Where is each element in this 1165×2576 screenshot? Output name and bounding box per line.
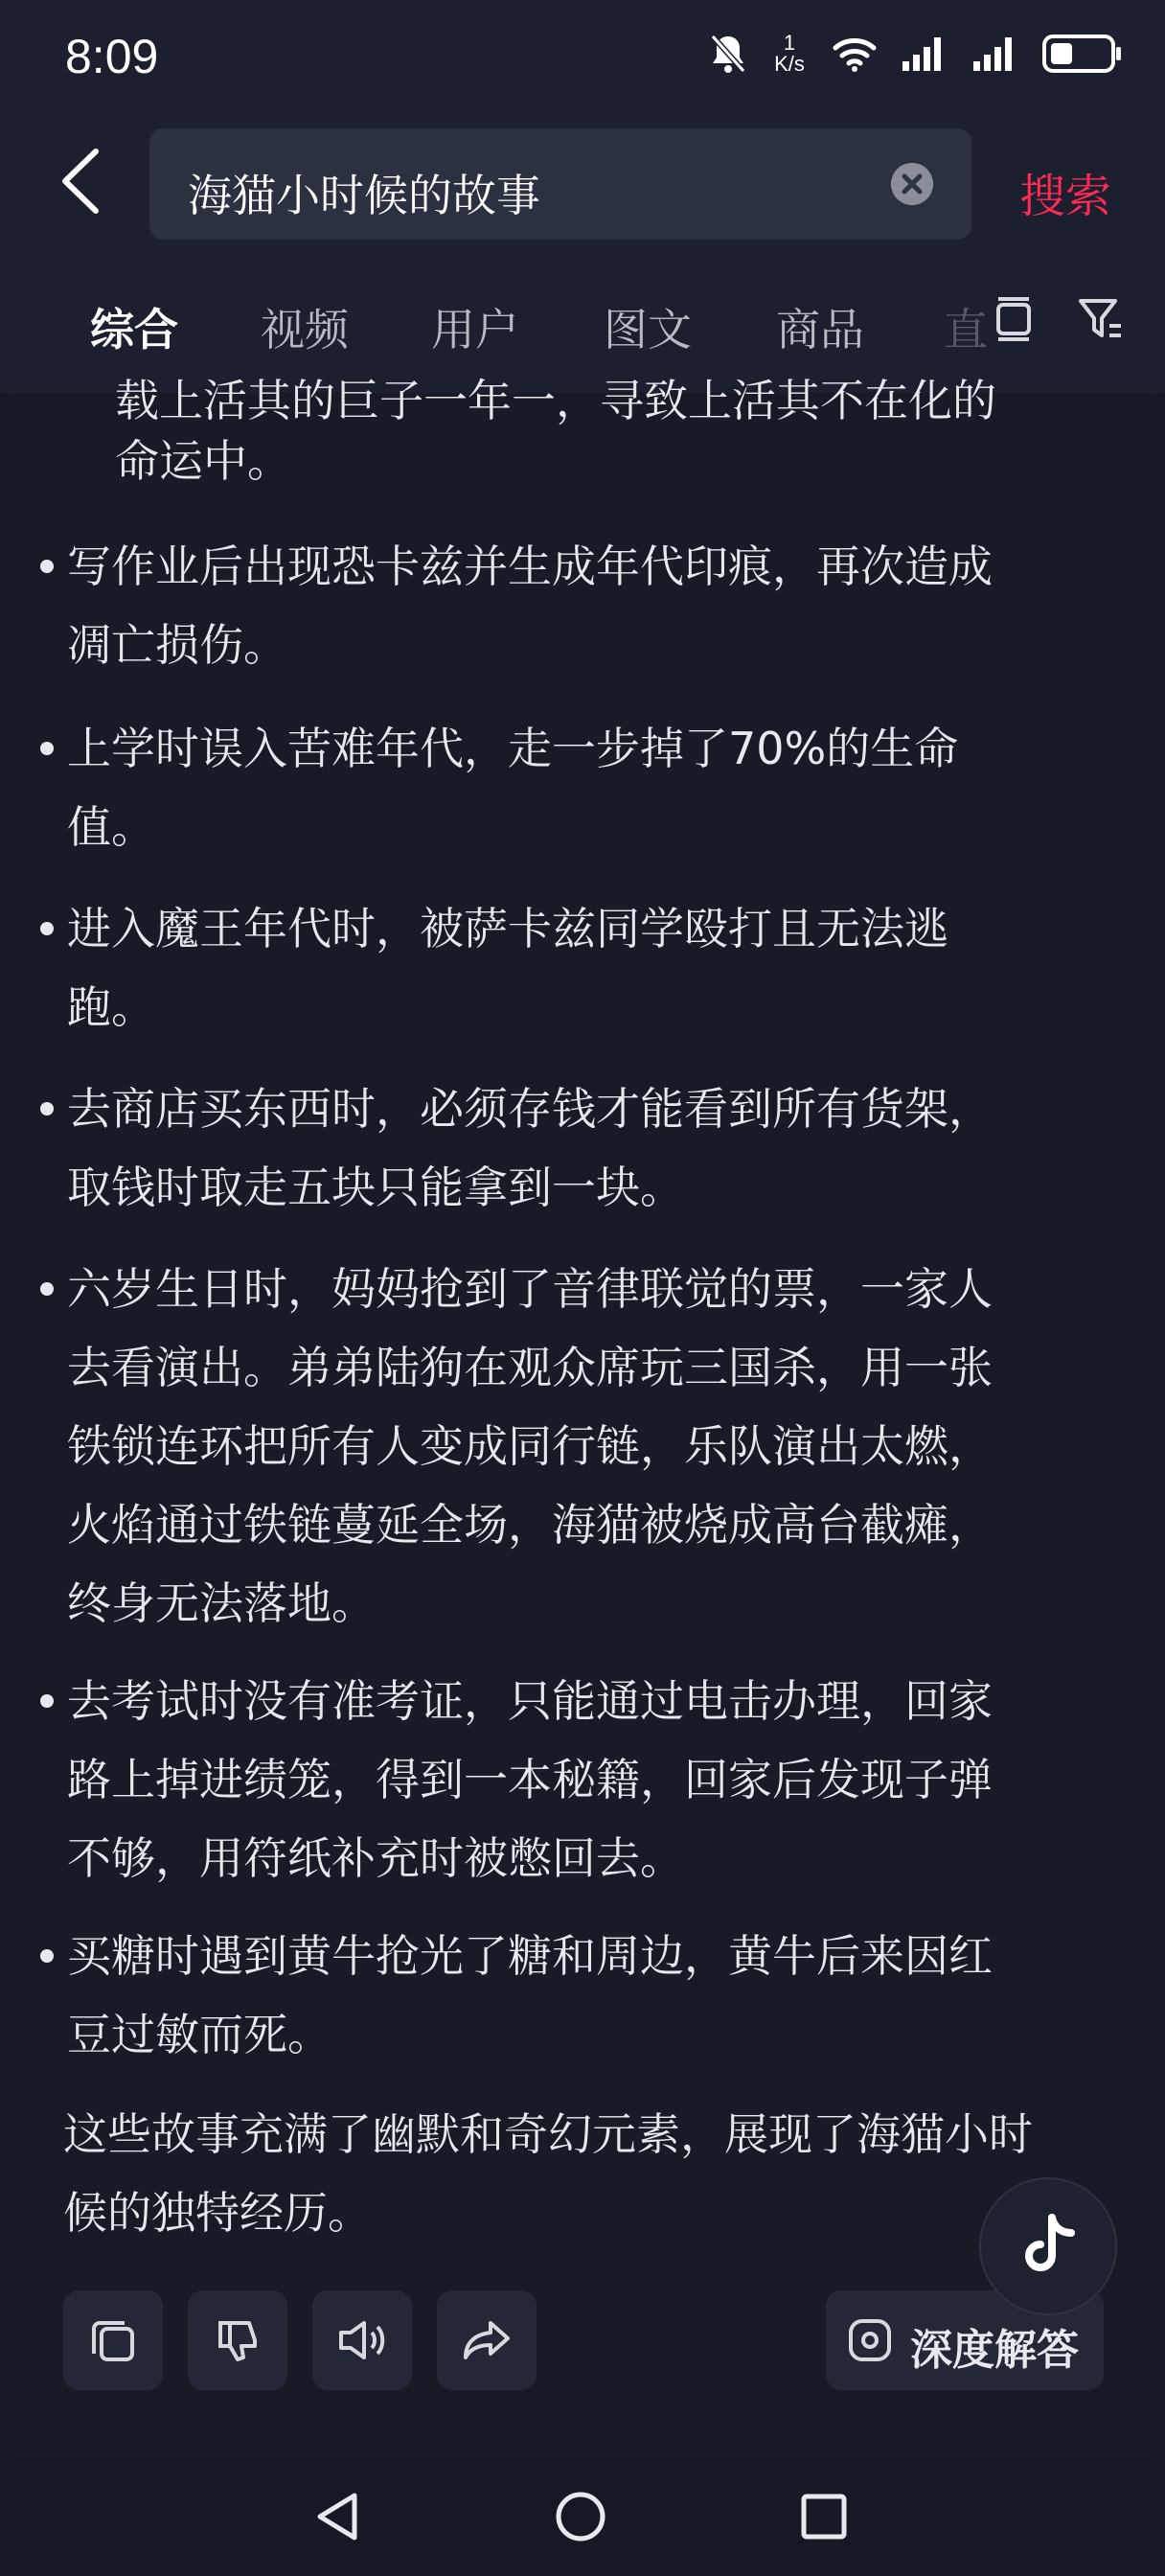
signal-icon bbox=[971, 34, 1019, 73]
filter-icon[interactable] bbox=[1077, 297, 1123, 341]
tab-graphic[interactable]: 图文 bbox=[604, 304, 692, 356]
dislike-icon bbox=[213, 2315, 263, 2365]
bullet bbox=[40, 742, 54, 755]
tab-users[interactable]: 用户 bbox=[431, 304, 519, 356]
cut-off-line: 载上活其的巨子一年一，寻致上活其不在化的 bbox=[115, 375, 996, 426]
status-time: 8:09 bbox=[65, 30, 159, 83]
search-query: 海猫小时候的故事 bbox=[188, 170, 540, 221]
ai-answer-panel bbox=[13, 375, 1152, 2455]
list-item-text: 六岁生日时，妈妈抢到了音律联觉的票，一家人 去看演出。弟弟陆狗在观众席玩三国杀，用一张 铁锁连环把所有人变成同行链，乐队演出太燃， 火焰通过铁链蔓延全场，海猫被烧成高台截瘫， 终身无法落地。 bbox=[67, 1263, 993, 1629]
share-icon bbox=[460, 2315, 514, 2365]
search-button[interactable]: 搜索 bbox=[1019, 170, 1112, 223]
read-aloud-button[interactable] bbox=[312, 2290, 412, 2390]
nav-home-icon[interactable] bbox=[554, 2490, 607, 2543]
summary-text: 这些故事充满了幽默和奇幻元素，展现了海猫小时 候的独特经历。 bbox=[63, 2108, 1033, 2239]
list-item-text: 去考试时没有准考证，只能通过电击办理，回家 路上掉进绩笼，得到一本秘籍，回家后发现子弹 不够，用符纸补充时被憋回去。 bbox=[67, 1675, 993, 1884]
clear-icon[interactable] bbox=[891, 163, 933, 205]
speaker-icon bbox=[335, 2315, 389, 2365]
wifi-icon bbox=[832, 34, 878, 73]
bullet bbox=[40, 1694, 54, 1708]
bullet bbox=[40, 1282, 54, 1296]
tab-products[interactable]: 商品 bbox=[776, 304, 864, 356]
deep-answer-icon bbox=[847, 2317, 893, 2363]
nav-recents-icon[interactable] bbox=[799, 2492, 849, 2542]
list-item-text: 写作业后出现恐卡兹并生成年代印痕，再次造成 凋亡损伤。 bbox=[67, 540, 993, 671]
nav-back-icon[interactable] bbox=[312, 2490, 362, 2543]
bullet bbox=[40, 560, 54, 573]
bullet bbox=[40, 1102, 54, 1116]
search-header bbox=[0, 115, 1165, 249]
net-speed: 1 K/s bbox=[774, 31, 805, 76]
list-item-text: 进入魔王年代时，被萨卡兹同学殴打且无法逃 跑。 bbox=[67, 903, 948, 1033]
status-icons bbox=[709, 33, 1123, 75]
list-item-text: 上学时误入苦难年代，走一步掉了70%的生命 值。 bbox=[67, 723, 959, 853]
bullet bbox=[40, 1949, 54, 1963]
back-arrow-icon[interactable] bbox=[54, 148, 111, 215]
bullet bbox=[40, 922, 54, 935]
battery-icon bbox=[1042, 34, 1123, 73]
list-item-text: 命运中。 bbox=[115, 435, 291, 487]
dislike-button[interactable] bbox=[188, 2290, 287, 2390]
tiktok-logo-icon bbox=[1017, 2212, 1079, 2281]
copy-icon bbox=[88, 2315, 138, 2365]
status-bar bbox=[0, 0, 1165, 115]
tab-partial[interactable]: 直 bbox=[944, 304, 988, 356]
layout-toggle-icon[interactable] bbox=[993, 295, 1035, 341]
tab-comprehensive[interactable]: 综合 bbox=[90, 304, 178, 356]
deep-answer-label: 深度解答 bbox=[910, 2326, 1079, 2375]
share-button[interactable] bbox=[437, 2290, 537, 2390]
floating-tiktok-button[interactable] bbox=[979, 2177, 1117, 2315]
copy-button[interactable] bbox=[63, 2290, 163, 2390]
signal-icon bbox=[901, 34, 948, 73]
list-item-text: 去商店买东西时，必须存钱才能看到所有货架， 取钱时取走五块只能拿到一块。 bbox=[67, 1083, 993, 1213]
search-input[interactable] bbox=[149, 128, 971, 240]
list-item-text: 买糖时遇到黄牛抢光了糖和周边，黄牛后来因红 豆过敏而死。 bbox=[67, 1930, 993, 2060]
mute-bell-icon bbox=[709, 33, 747, 75]
tab-video[interactable]: 视频 bbox=[261, 304, 349, 356]
system-nav-bar bbox=[0, 2455, 1165, 2576]
